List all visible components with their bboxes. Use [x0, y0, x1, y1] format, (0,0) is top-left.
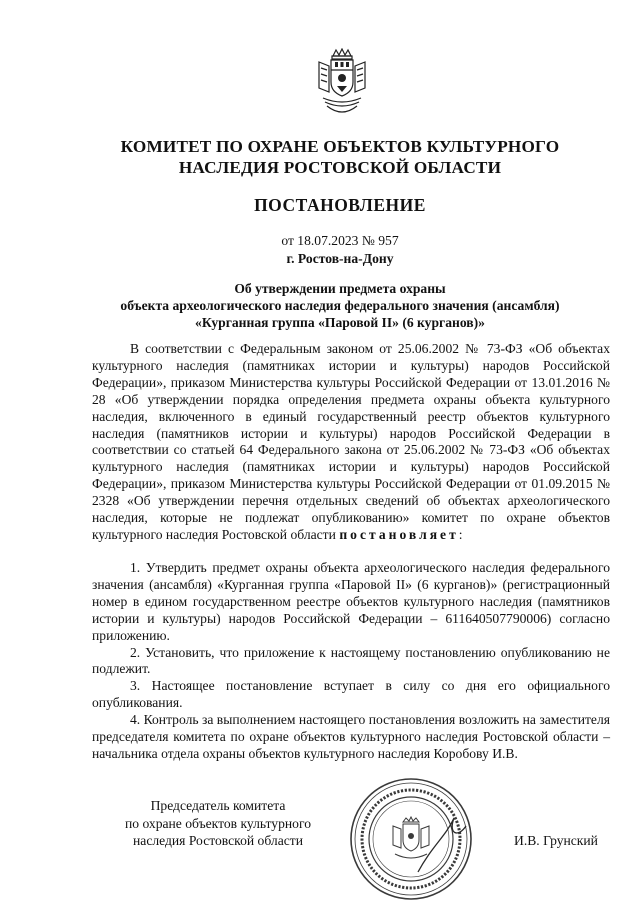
signer-title-line3: наследия Ростовской области — [133, 833, 303, 848]
document-city: г. Ростов-на-Дону — [286, 251, 394, 266]
document-date-number: от 18.07.2023 № 957 — [281, 233, 399, 248]
resolution-item: 3. Настоящее постановление вступает в силу со дня его официального опубликования. — [92, 678, 610, 711]
preamble-colon: : — [458, 526, 463, 542]
document-type: ПОСТАНОВЛЕНИЕ — [254, 195, 426, 215]
signer-title-line1: Председатель комитета — [150, 798, 286, 813]
preamble-text: В соответствии с Федеральным законом от 25.06.2002 № 73-ФЗ «Об объектах культурного наследия (памятниках истории и культуры) народов Российской Федерации», приказом Министерства культуры Российской Федерации от 13.01.2016 № 28 «Об утверждении порядка определения предмета охраны объекта культурного наследия, включенного в единый государственный реестр объектов культурного наследия (памятников истории и культуры) народов Российской Федерации в соответствии со статьей 64 Федерального закона от 25.06.2002 № 73-ФЗ «Об объектах культурного наследия (памятниках истории и культуры) народов Российской Федерации», приказом Министерства культуры Российской Федерации от 01.09.2015 № 2328 «Об утверждении перечня отдельных сведений об объектах археологического наследия, которые не подлежат опубликованию» комитет по охране объектов культурного наследия Ростовской области — [92, 341, 610, 542]
subject-line1: Об утверждении предмета охраны — [234, 281, 446, 296]
resolution-item: 2. Установить, что приложение к настоящему постановлению опубликованию не подлежит. — [92, 644, 610, 677]
committee-name — [60, 136, 620, 178]
committee-name-line2: НАСЛЕДИЯ РОСТОВСКОЙ ОБЛАСТИ — [178, 158, 502, 177]
resolution-item: 4. Контроль за выполнением настоящего постановления возложить на заместителя председателя комитета по охране объектов культурного наследия Ростовской области – начальника отдела охраны объектов культурного наследия Коробову И.В. — [92, 712, 610, 761]
resolution-item: 1. Утвердить предмет охраны объекта археологического наследия федерального значения (ансамбля) «Курганная группа «Паровой II» (6 курганов)» (регистрационный номер в едином государственном реестре объектов культурного наследия (памятников истории и культуры) народов Российской Федерации – 611640507790006) согласно приложению. — [92, 560, 610, 643]
subject-line2: объекта археологического наследия федерального значения (ансамбля) — [120, 298, 560, 313]
resolution-items — [92, 560, 610, 763]
official-seal-icon — [348, 776, 474, 902]
preamble-paragraph — [92, 341, 610, 544]
signer-title — [100, 797, 336, 850]
coat-of-arms-icon — [313, 48, 371, 120]
preamble — [92, 341, 610, 544]
signer-title-line2: по охране объектов культурного — [124, 815, 312, 831]
subject-line3: «Курганная группа «Паровой II» (6 курганов)» — [195, 315, 485, 330]
signer-name: И.В. Грунский — [514, 833, 598, 848]
resolves-word: постановляет — [339, 526, 459, 542]
committee-name-line1: КОМИТЕТ ПО ОХРАНЕ ОБЪЕКТОВ КУЛЬТУРНОГО — [120, 137, 560, 156]
document-subject — [60, 280, 620, 331]
